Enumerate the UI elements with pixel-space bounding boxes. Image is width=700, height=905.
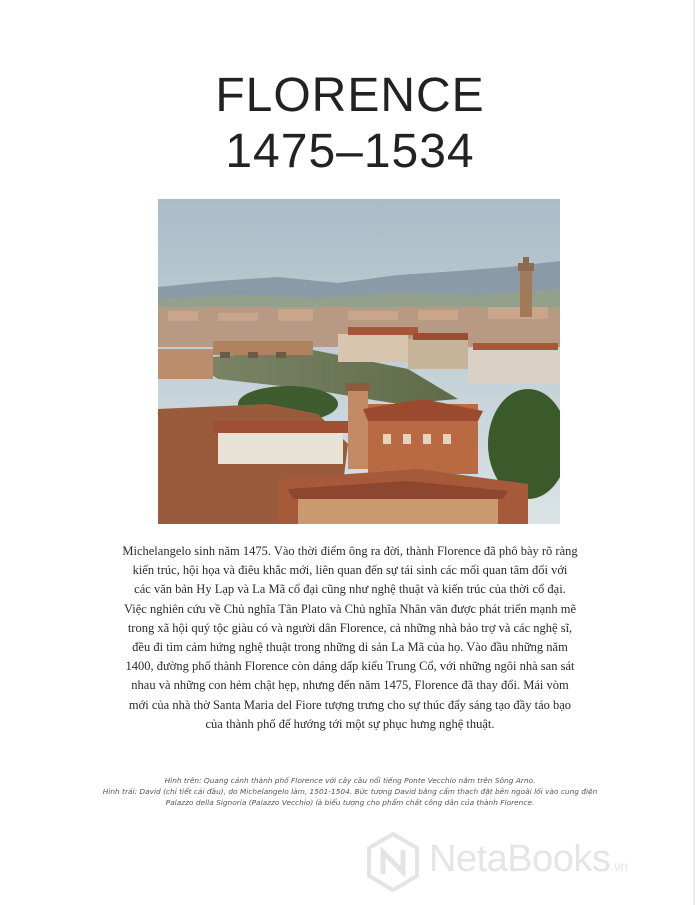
body-line: của thành phố để hướng tới một sự phục hưng nghệ thuật. [205, 716, 495, 731]
body-line: kiến trúc, hội họa và điêu khắc mới, liên quan đến sự tái sinh các mối quan tâm đối với [132, 563, 568, 578]
florence-cityscape-photo [158, 199, 560, 524]
page-title: FLORENCE [215, 69, 485, 122]
body-line: các văn bản Hy Lạp và La Mã cổ đại cũng như nghệ thuật và kiến trúc của thời cổ đại. [134, 582, 566, 597]
watermark-brand: NetaBooks [429, 838, 611, 880]
netabooks-watermark [365, 830, 695, 894]
caption-line: Hình trái: David (chi tiết cái đầu), do Michelangelo làm, 1501-1504. Bức tượng David bằng cẩm thạch đặt bên ngoài lối vào cung điện [102, 787, 598, 796]
body-line: 1400, đường phố thành Florence còn dáng dấp kiểu Trung Cổ, với những ngôi nhà san sát [125, 659, 575, 674]
photo-caption [100, 775, 600, 808]
body-line: mới của nhà thờ Santa Maria del Fiore tượng trưng cho sự thúc đẩy sáng tạo đầy táo bạo [128, 697, 572, 712]
body-line: đều đi tìm cảm hứng nghệ thuật trong những di sản La Mã của họ. Vào đầu những năm [132, 640, 568, 655]
body-line: Michelangelo sinh năm 1475. Vào thời điểm ông ra đời, thành Florence đã phô bày rõ ràng [122, 544, 578, 558]
page-title-years: 1475–1534 [225, 125, 475, 178]
caption-line: Hình trên: Quang cảnh thành phố Florence với cây cầu nổi tiếng Ponte Vecchio nằm trên Sông Arno. [164, 776, 536, 785]
netabooks-logo-icon [365, 832, 421, 892]
body-line: trong xã hội quý tộc giàu có và người dân Florence, cả những nhà bảo trợ và các nghệ sĩ, [127, 620, 573, 635]
body-line: Việc nghiên cứu về Chủ nghĩa Tân Plato và Chủ nghĩa Nhân văn được phát triển mạnh mẽ [123, 601, 577, 616]
watermark-text [429, 838, 628, 881]
body-line: nhau và những con hẻm chật hẹp, nhưng đến năm 1475, Florence đã thay đổi. Mái vòm [131, 678, 569, 693]
caption-line: Palazzo della Signoria (Palazzo Vecchio) là biểu tượng cho phẩm chất công dân của thành Florence. [165, 798, 535, 807]
body-paragraph [120, 542, 580, 734]
watermark-suffix: .vn [610, 858, 628, 874]
